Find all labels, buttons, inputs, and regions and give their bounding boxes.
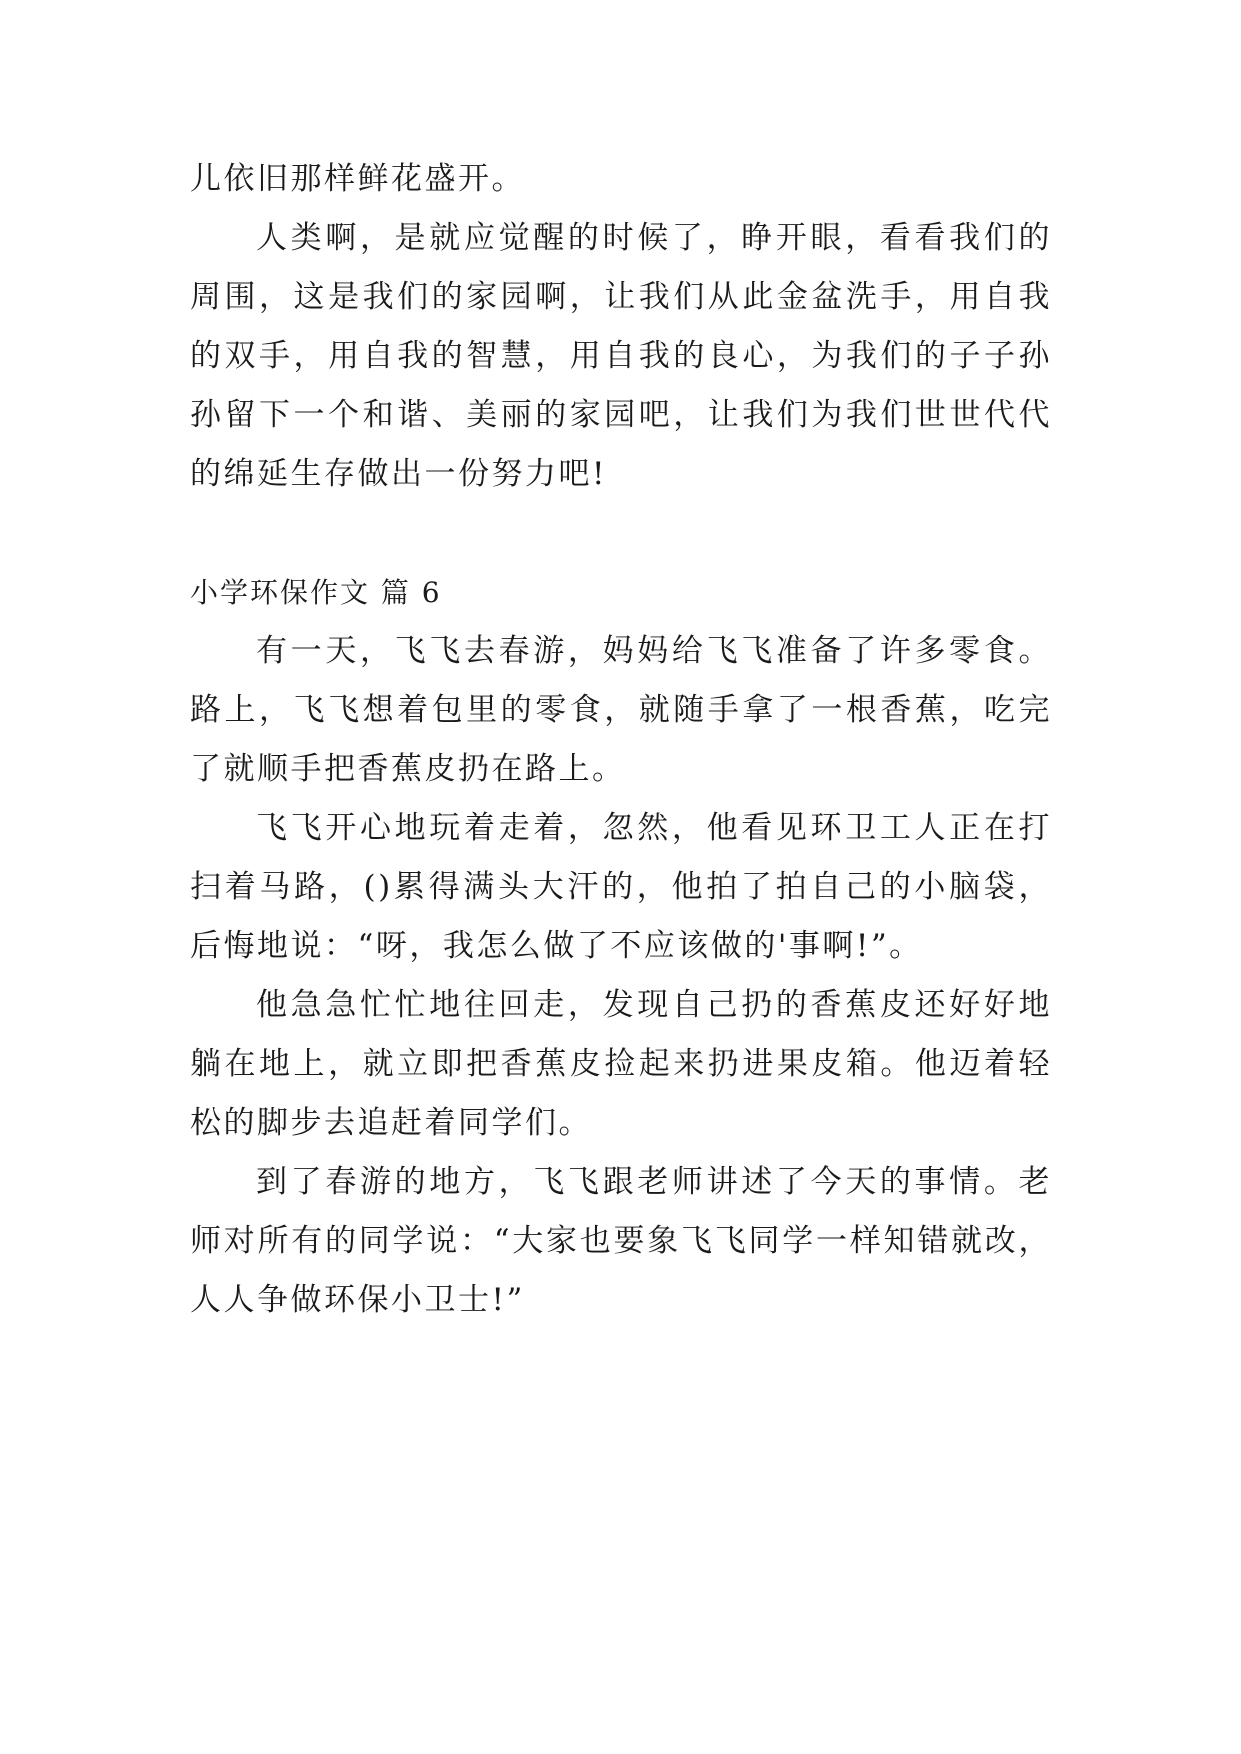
paragraph-call-to-action: 人类啊，是就应觉醒的时候了，睁开眼，看看我们的周围，这是我们的家园啊，让我们从此金盆洗手，用自我的双手，用自我的智慧，用自我的良心，为我们的子子孙孙留下一个和谐、美丽的家园吧，让我们为我们世世代代的绵延生存做出一份努力吧! <box>190 220 1052 492</box>
paragraph-story-4: 到了春游的地方，飞飞跟老师讲述了今天的事情。老师对所有的同学说：“大家也要象飞飞同学一样知错就改，人人争做环保小卫士!” <box>190 1164 1052 1318</box>
section-spacer <box>190 504 1052 563</box>
document-page <box>190 150 1052 1330</box>
paragraph-story-1: 有一天，飞飞去春游，妈妈给飞飞准备了许多零食。路上，飞飞想着包里的零食，就随手拿了一根香蕉，吃完了就顺手把香蕉皮扔在路上。 <box>190 633 1052 787</box>
section-title: 小学环保作文 篇 6 <box>190 576 442 609</box>
paragraph-story-3: 他急急忙忙地往回走，发现自己扔的香蕉皮还好好地躺在地上，就立即把香蕉皮捡起来扔进果皮箱。他迈着轻松的脚步去追赶着同学们。 <box>190 987 1052 1141</box>
paragraph-continuation: 儿依旧那样鲜花盛开。 <box>190 161 525 197</box>
paragraph-story-2: 飞飞开心地玩着走着，忽然，他看见环卫工人正在打扫着马路，()累得满头大汗的，他拍了拍自己的小脑袋，后悔地说：“呀，我怎么做了不应该做的'事啊!”。 <box>190 810 1052 964</box>
